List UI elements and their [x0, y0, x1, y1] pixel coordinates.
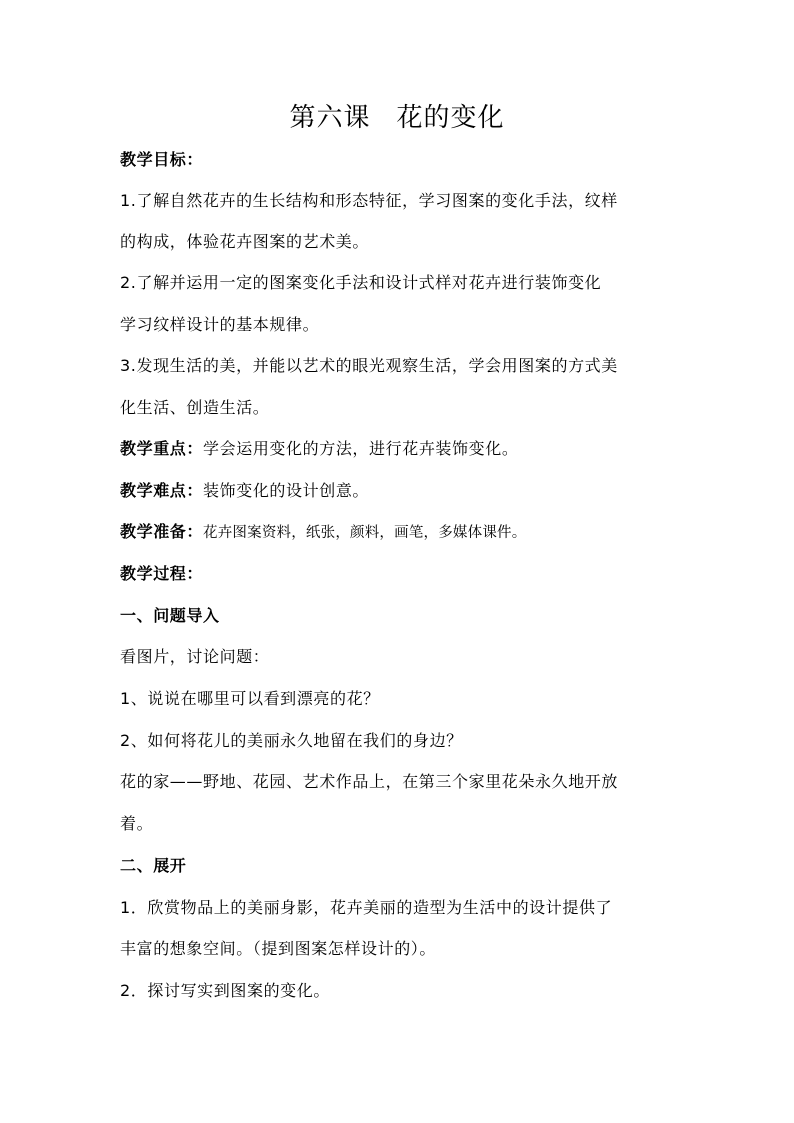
lesson-name: 花的变化: [396, 103, 505, 133]
key-point-label: 教学重点：: [120, 439, 204, 458]
objective-3-line-2: 化生活、创造生活。: [120, 398, 270, 417]
section-2-heading: 二、展开: [120, 856, 187, 875]
section-1-intro: 看图片，讨论问题：: [120, 647, 270, 666]
section-2-p1-line-1: 1．欣赏物品上的美丽身影，花卉美丽的造型为生活中的设计提供了: [120, 898, 613, 917]
answer-line-2: 着。: [120, 814, 154, 833]
objective-2-line-1: 2.了解并运用一定的图案变化手法和设计式样对花卉进行装饰变化: [120, 273, 602, 292]
objective-1-line-1: 1.了解自然花卉的生长结构和形态特征，学习图案的变化手法，纹样: [120, 191, 618, 210]
key-point-text: 学会运用变化的方法，进行花卉装饰变化。: [203, 439, 519, 458]
objectives-heading: 教学目标：: [120, 150, 204, 169]
lesson-title: [0, 98, 794, 138]
difficulty: [120, 479, 690, 503]
section-2-p2: 2．探讨写实到图案的变化。: [120, 981, 330, 1000]
process-heading: 教学过程：: [120, 564, 204, 583]
objective-1-line-2: 的构成，体验花卉图案的艺术美。: [120, 232, 370, 251]
preparation-text: 花卉图案资料，纸张，颜料，画笔，多媒体课件。: [203, 525, 527, 541]
answer-line-1: 花的家——野地、花园、艺术作品上，在第三个家里花朵永久地开放: [120, 772, 619, 791]
difficulty-text: 装饰变化的设计创意。: [203, 481, 370, 500]
objective-3-line-1: 3.发现生活的美，并能以艺术的眼光观察生活，学会用图案的方式美: [120, 356, 618, 375]
question-1: 1、说说在哪里可以看到漂亮的花？: [120, 689, 380, 708]
objective-2-line-2: 学习纹样设计的基本规律。: [120, 315, 320, 334]
section-1-heading: 一、问题导入: [120, 606, 220, 625]
preparation: [120, 520, 690, 545]
difficulty-label: 教学难点：: [120, 481, 204, 500]
question-2: 2、如何将花儿的美丽永久地留在我们的身边？: [120, 731, 463, 750]
lesson-number: 第六课: [289, 103, 371, 133]
preparation-label: 教学准备：: [120, 522, 204, 541]
key-point: [120, 437, 690, 461]
section-2-p1-line-2: 丰富的想象空间。（提到图案怎样设计的）。: [120, 939, 437, 958]
